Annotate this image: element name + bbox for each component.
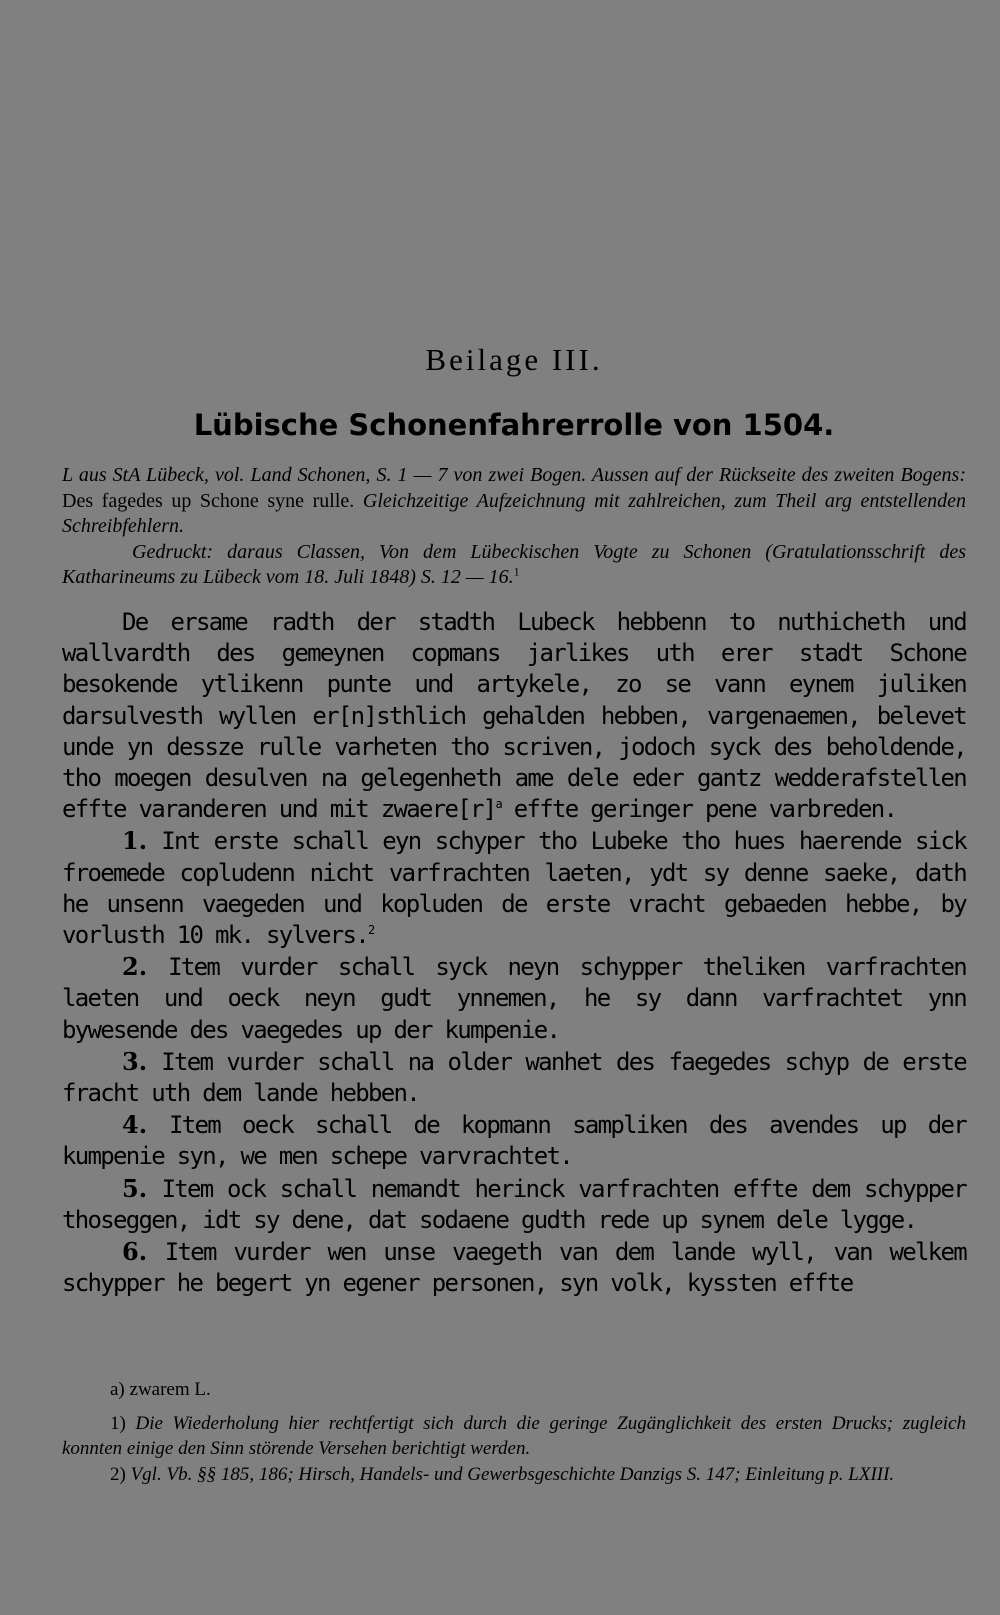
page-subtitle: Lübische Schonenfahrerrolle von 1504. bbox=[193, 408, 835, 442]
footnotes bbox=[62, 1377, 966, 1487]
article-number: 3. bbox=[122, 1046, 148, 1076]
source-text-2: Gleichzeitige Aufzeichnung mit zahlreichen, zum Theil arg entstellenden Schreibfehlern. bbox=[62, 489, 967, 538]
footnote-ref-a: a bbox=[495, 797, 502, 812]
article-number: 4. bbox=[122, 1110, 148, 1140]
source-print-info bbox=[62, 540, 966, 591]
intro-text-b: effte geringer pene varbreden. bbox=[501, 795, 897, 824]
article-number: 5. bbox=[122, 1173, 148, 1203]
page-title: Beilage III. bbox=[425, 342, 603, 377]
footnote-a-mark: a) bbox=[110, 1379, 125, 1400]
article-number: 2. bbox=[122, 952, 148, 982]
document-body bbox=[62, 607, 966, 1299]
source-description bbox=[62, 463, 966, 540]
footnote-2-text: Vgl. Vb. §§ 185, 186; Hirsch, Handels- und Gewerbsgeschichte Danzigs S. 147; Einleitung p. LXIII. bbox=[130, 1463, 895, 1485]
article-paragraph bbox=[62, 951, 966, 1046]
footnote-ref-2: 2 bbox=[367, 923, 374, 938]
footnote-a-text: zwarem L. bbox=[129, 1379, 211, 1400]
footnote-1-text: Die Wiederholung hier rechtfertigt sich durch die geringe Zugänglichkeit des ersten Drucks; zugleich konnten einige den Sinn störende Versehen berichtigt werden. bbox=[62, 1412, 967, 1459]
article-number: 6. bbox=[122, 1237, 148, 1267]
article-paragraph bbox=[62, 1046, 966, 1109]
article-paragraph bbox=[62, 825, 966, 951]
article-paragraph bbox=[62, 1109, 966, 1172]
article-text: Item ock schall nemandt herinck varfrachten effte dem schypper thoseggen, idt sy dene, dat sodaene gudth rede up synem dele lygge. bbox=[62, 1174, 967, 1234]
footnote-2-mark: 2) bbox=[110, 1463, 126, 1485]
article-text: Item vurder schall na older wanhet des faegedes schyp de erste fracht uth dem lande hebben. bbox=[62, 1047, 967, 1108]
article-paragraph bbox=[62, 1173, 966, 1236]
footnote-ref-1: 1 bbox=[513, 564, 520, 579]
intro-text-a: De ersame radth der stadth Lubeck hebbenn to nuthicheth und wallvardth des gemeynen copmans jarlikes uth erer stadt Schone besokende ytlikenn punte und artykele, zo se vann eynem juliken darsulvesth wyllen er[n]sthlich gehalden hebben, vargenaemen, belevet unde yn dessze rulle varheten tho scriven, jodoch syck des beholdende, tho moegen desulven na gelegenheth ame dele eder gantz wedderafstellen effte varanderen und mit zwaere[r] bbox=[62, 608, 966, 824]
article-paragraph bbox=[62, 1236, 966, 1299]
source-note bbox=[62, 463, 966, 591]
footnote-1-mark: 1) bbox=[110, 1412, 126, 1434]
footnote-1 bbox=[62, 1411, 966, 1462]
article-text: Item vurder wen unse vaegeth van dem lande wyll, van welkem schypper he begert yn egener personen, syn volk, kyssten effte bbox=[62, 1238, 966, 1298]
source-quote: Des fagedes up Schone syne rulle. bbox=[62, 489, 363, 512]
footnote-2 bbox=[62, 1462, 966, 1488]
source-text-3: Gedruckt: daraus Classen, Von dem Lübeckischen Vogte zu Schonen (Gratulationsschrift des Katharineums zu Lübeck vom 18. Juli 1848) S. 12 — 16. bbox=[62, 540, 966, 589]
article-text: Item oeck schall de kopmann sampliken des avendes up der kumpenie syn, we men schepe varvrachtet. bbox=[62, 1111, 967, 1171]
intro-paragraph bbox=[62, 607, 966, 825]
source-text-1: L aus StA Lübeck, vol. Land Schonen, S. 1 — 7 von zwei Bogen. Aussen auf der Rückseite des zweiten Bogens: bbox=[62, 464, 966, 486]
article-number: 1. bbox=[122, 826, 148, 856]
article-text: Item vurder schall syck neyn schypper theliken varfrachten laeten und oeck neyn gudt ynnemen, he sy dann varfrachtet ynn bywesende des vaegedes up der kumpenie. bbox=[62, 953, 966, 1044]
footnote-a bbox=[62, 1377, 966, 1403]
article-text: Int erste schall eyn schyper tho Lubeke tho hues haerende sick froemede copludenn nicht varfrachten laeten, ydt sy denne saeke, dath he unsenn vaegeden und kopluden de erste vracht gebaeden hebbe, by vorlusth 10 mk. sylvers. bbox=[62, 827, 967, 950]
